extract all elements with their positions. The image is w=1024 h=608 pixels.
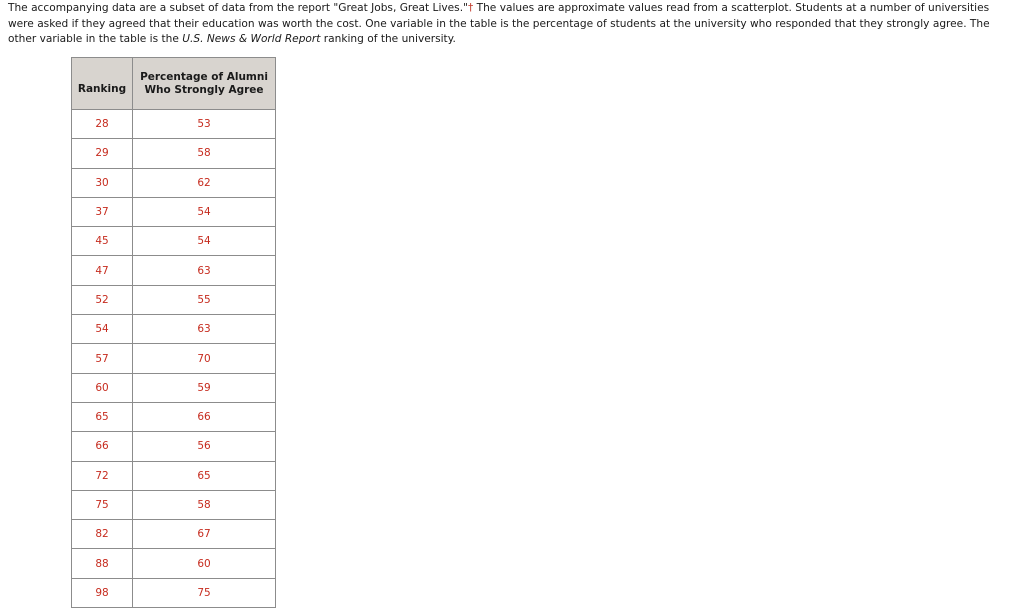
table-row (72, 402, 276, 431)
cell-percentage: 53 (133, 110, 276, 139)
cell-percentage: 58 (133, 139, 276, 168)
table-row (72, 256, 276, 285)
cell-ranking: 88 (72, 549, 133, 578)
cell-percentage: 63 (133, 315, 276, 344)
footnote-dagger-link[interactable]: † (467, 2, 474, 14)
cell-percentage: 54 (133, 197, 276, 226)
ranking-data-table (71, 57, 276, 608)
cell-percentage: 66 (133, 402, 276, 431)
cell-percentage: 70 (133, 344, 276, 373)
table-row (72, 432, 276, 461)
cell-percentage: 55 (133, 285, 276, 314)
cell-ranking: 65 (72, 402, 133, 431)
cell-ranking: 28 (72, 110, 133, 139)
table-header-row (72, 58, 276, 110)
header-percentage-line2: Who Strongly Agree (144, 83, 264, 96)
intro-text-2: The values are approximate values read from a scatterplot. Students at a number of universities were asked if they agreed that their education was worth the cost. One variable in the table is the percentage of students at the university who responded that they strongly agree. The other variable in the table is the (8, 2, 990, 46)
table-row (72, 549, 276, 578)
cell-ranking: 52 (72, 285, 133, 314)
cell-ranking: 57 (72, 344, 133, 373)
table-body (72, 110, 276, 608)
header-percentage (133, 58, 276, 110)
cell-percentage: 75 (133, 578, 276, 607)
table-row (72, 139, 276, 168)
cell-ranking: 66 (72, 432, 133, 461)
cell-ranking: 29 (72, 139, 133, 168)
intro-source-italic: U.S. News & World Report (182, 33, 321, 46)
table-row (72, 227, 276, 256)
table-row (72, 520, 276, 549)
cell-percentage: 56 (133, 432, 276, 461)
cell-ranking: 75 (72, 490, 133, 519)
cell-percentage: 58 (133, 490, 276, 519)
table-row (72, 197, 276, 226)
cell-percentage: 65 (133, 461, 276, 490)
table-row (72, 168, 276, 197)
cell-ranking: 60 (72, 373, 133, 402)
cell-ranking: 72 (72, 461, 133, 490)
table-row (72, 110, 276, 139)
cell-ranking: 45 (72, 227, 133, 256)
intro-text-1: The accompanying data are a subset of data from the report "Great Jobs, Great Lives." (8, 2, 468, 14)
header-ranking: Ranking (72, 58, 133, 110)
table-row (72, 578, 276, 607)
table-row (72, 373, 276, 402)
table-row (72, 461, 276, 490)
cell-percentage: 62 (133, 168, 276, 197)
cell-percentage: 63 (133, 256, 276, 285)
table-row (72, 490, 276, 519)
table-row (72, 315, 276, 344)
cell-ranking: 54 (72, 315, 133, 344)
cell-ranking: 30 (72, 168, 133, 197)
cell-percentage: 60 (133, 549, 276, 578)
cell-ranking: 98 (72, 578, 133, 607)
cell-ranking: 47 (72, 256, 133, 285)
cell-percentage: 54 (133, 227, 276, 256)
table-row (72, 344, 276, 373)
problem-intro (8, 1, 1016, 48)
intro-text-3: ranking of the university. (320, 33, 456, 46)
header-percentage-line1: Percentage of Alumni (140, 70, 268, 83)
cell-percentage: 67 (133, 520, 276, 549)
cell-ranking: 37 (72, 197, 133, 226)
cell-percentage: 59 (133, 373, 276, 402)
table-row (72, 285, 276, 314)
cell-ranking: 82 (72, 520, 133, 549)
